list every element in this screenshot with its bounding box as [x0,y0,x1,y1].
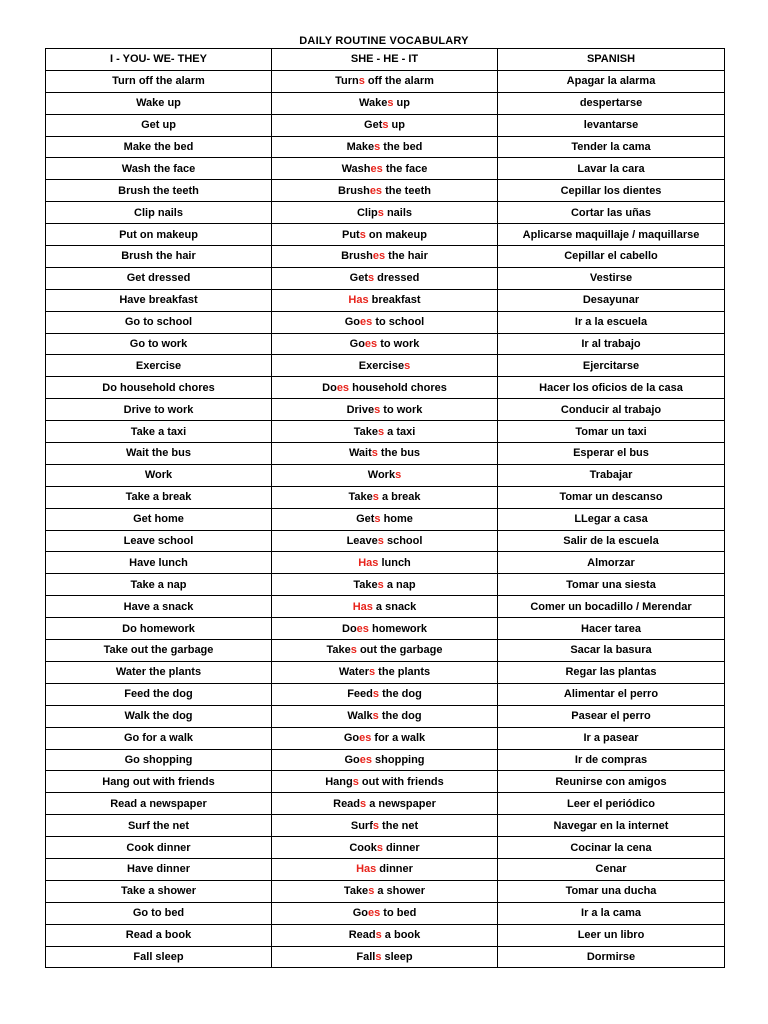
cell-third-person [272,180,498,202]
cell-base-form: Wait the bus [46,443,272,465]
cell-third-person [272,355,498,377]
verb-ending-highlight: es [356,622,369,635]
verb-text: Drive [346,403,375,416]
table-row [46,92,725,114]
verb-ending-highlight: s [374,141,381,153]
verb-text: up [393,97,410,110]
cell-base-form: Have lunch [46,552,272,574]
table-row [46,705,725,727]
cell-base-form: Turn off the alarm [46,70,272,92]
verb-text: Leave [346,535,378,548]
cell-third-person [272,464,498,486]
verb-text: a snack [372,600,417,613]
cell-spanish: Almorzar [498,552,725,574]
verb-text: on makeup [365,228,427,241]
verb-ending-highlight: s [367,272,375,285]
cell-third-person [272,596,498,618]
verb-text: Put [342,228,360,241]
table-body [46,70,725,968]
verb-ending-highlight: s [375,950,382,963]
cell-spanish: Esperar el bus [498,443,725,465]
cell-spanish: Tomar un taxi [498,421,725,443]
verb-text: Take [353,578,378,591]
cell-base-form: Make the bed [46,136,272,158]
cell-spanish: Leer un libro [498,924,725,946]
table-row [46,202,725,224]
verb-text: Go [344,753,360,766]
verb-ending-highlight: es [359,732,372,745]
cell-spanish: Regar las plantas [498,661,725,683]
verb-ending-highlight: s [377,535,384,548]
verb-text: to work [377,338,420,351]
cell-third-person [272,333,498,355]
cell-base-form: Cook dinner [46,837,272,859]
verb-text: Read [348,929,376,942]
table-row [46,771,725,793]
verb-ending-highlight: s [377,425,385,438]
cell-spanish: Tomar una ducha [498,880,725,902]
table-row [46,486,725,508]
verb-text: a taxi [384,425,416,438]
cell-third-person [272,683,498,705]
cell-spanish: Cepillar los dientes [498,180,725,202]
verb-text: the plants [375,666,431,679]
verb-ending-highlight: s [404,359,411,372]
cell-third-person [272,92,498,114]
verb-text: Make [346,141,375,153]
verb-text: the bed [380,141,423,153]
cell-third-person [272,530,498,552]
table-row [46,640,725,662]
cell-third-person [272,552,498,574]
table-row [46,618,725,640]
cell-base-form: Get up [46,114,272,136]
verb-text: Cook [349,841,377,854]
cell-base-form: Get dressed [46,267,272,289]
cell-base-form: Have breakfast [46,289,272,311]
cell-third-person [272,114,498,136]
verb-ending-highlight: s [372,491,379,504]
verb-text: Walk [347,710,373,723]
cell-base-form: Work [46,464,272,486]
cell-spanish: Pasear el perro [498,705,725,727]
verb-ending-highlight: s [374,513,381,526]
cell-spanish: Ir a pasear [498,727,725,749]
verb-text: sleep [381,950,413,963]
verb-ending-highlight: s [372,688,380,701]
verb-text: Take [348,491,373,504]
cell-base-form: Hang out with friends [46,771,272,793]
verb-text: nails [383,206,413,219]
cell-spanish: Cenar [498,858,725,880]
table-row [46,749,725,771]
cell-base-form: Put on makeup [46,224,272,246]
verb-text: household chores [349,381,447,394]
cell-spanish: Tomar un descanso [498,486,725,508]
cell-third-person [272,574,498,596]
cell-spanish: Salir de la escuela [498,530,725,552]
verb-text: the dog [379,688,422,701]
cell-third-person [272,70,498,92]
verb-text: Work [367,469,396,482]
verb-text: Wake [359,97,388,110]
verb-ending-highlight: s [375,929,382,942]
table-row [46,158,725,180]
cell-third-person [272,377,498,399]
cell-third-person [272,421,498,443]
cell-base-form: Go for a walk [46,727,272,749]
cell-base-form: Wash the face [46,158,272,180]
table-row [46,727,725,749]
cell-third-person [272,224,498,246]
table-row [46,114,725,136]
verb-text: Go [349,338,365,351]
verb-ending-highlight: Has [348,294,369,307]
cell-third-person [272,202,498,224]
table-row [46,924,725,946]
verb-ending-highlight: Has [356,863,377,876]
cell-base-form: Do homework [46,618,272,640]
verb-text: Go [344,316,361,329]
verb-ending-highlight: es [364,338,378,351]
verb-ending-highlight: s [382,119,389,132]
verb-ending-highlight: s [376,841,383,854]
verb-text: Do [342,622,357,635]
verb-text: the hair [385,250,428,263]
cell-spanish: Cortar las uñas [498,202,725,224]
cell-spanish: Dormirse [498,946,725,968]
verb-text: the bus [377,447,421,460]
verb-ending-highlight: es [359,753,372,766]
table-row [46,552,725,574]
cell-spanish: Trabajar [498,464,725,486]
cell-third-person [272,267,498,289]
cell-spanish: Tomar una siesta [498,574,725,596]
cell-base-form: Wake up [46,92,272,114]
verb-ending-highlight: s [368,885,375,898]
verb-text: Take [343,885,369,898]
cell-third-person [272,837,498,859]
header-base-form: I - YOU- WE- THEY [46,49,272,71]
cell-spanish: Cocinar la cena [498,837,725,859]
table-row [46,224,725,246]
cell-base-form: Take a break [46,486,272,508]
verb-text: dinner [382,841,420,854]
cell-third-person [272,640,498,662]
cell-third-person [272,618,498,640]
table-row [46,399,725,421]
verb-text: breakfast [368,294,421,307]
page-title: DAILY ROUTINE VOCABULARY [299,35,469,47]
table-row [46,858,725,880]
verb-text: home [380,513,413,526]
cell-third-person [272,880,498,902]
cell-third-person [272,486,498,508]
cell-third-person [272,771,498,793]
cell-base-form: Go to bed [46,902,272,924]
cell-third-person [272,661,498,683]
cell-third-person [272,136,498,158]
verb-ending-highlight: s [377,578,384,591]
verb-text: Go [343,732,360,745]
table-row [46,880,725,902]
vocabulary-table [45,48,725,968]
cell-base-form: Exercise [46,355,272,377]
verb-ending-highlight: es [370,162,383,175]
cell-spanish: Vestirse [498,267,725,289]
verb-text: Clip [356,206,378,219]
table-row [46,793,725,815]
cell-third-person [272,508,498,530]
verb-ending-highlight: s [358,75,365,88]
verb-text: Exercise [358,359,405,372]
cell-spanish: Navegar en la internet [498,815,725,837]
table-row [46,946,725,968]
verb-text: Get [349,272,368,285]
cell-base-form: Take a shower [46,880,272,902]
verb-text: out the garbage [356,644,443,657]
cell-spanish: LLegar a casa [498,508,725,530]
cell-spanish: Reunirse con amigos [498,771,725,793]
cell-spanish: Tender la cama [498,136,725,158]
verb-text: the face [382,162,428,175]
cell-base-form: Brush the teeth [46,180,272,202]
verb-text: shopping [371,753,425,766]
table-row [46,136,725,158]
verb-ending-highlight: s [372,819,379,832]
verb-text: Turn [335,75,359,88]
verb-ending-highlight: es [369,184,383,197]
cell-base-form: Take a taxi [46,421,272,443]
verb-text: to school [372,316,425,329]
cell-spanish: Lavar la cara [498,158,725,180]
verb-text: dressed [374,272,420,285]
verb-text: dinner [376,863,413,876]
table-row [46,683,725,705]
cell-spanish: Alimentar el perro [498,683,725,705]
cell-spanish: Ir al trabajo [498,333,725,355]
verb-text: Read [333,797,361,810]
verb-text: to work [380,403,423,416]
table-row [46,661,725,683]
cell-third-person [272,749,498,771]
cell-base-form: Feed the dog [46,683,272,705]
verb-text: a newspaper [366,797,436,810]
verb-ending-highlight: s [369,666,376,679]
verb-text: school [383,535,423,548]
cell-third-person [272,793,498,815]
verb-text: the net [379,819,419,832]
cell-third-person [272,815,498,837]
table-row [46,355,725,377]
verb-text: Brush [338,184,370,197]
cell-third-person [272,705,498,727]
cell-base-form: Leave school [46,530,272,552]
cell-base-form: Walk the dog [46,705,272,727]
cell-base-form: Have dinner [46,858,272,880]
verb-text: Do [322,381,337,394]
cell-base-form: Water the plants [46,661,272,683]
verb-text: Get [364,119,383,132]
verb-text: a break [378,491,421,504]
cell-base-form: Get home [46,508,272,530]
table-row [46,530,725,552]
cell-spanish: Ir de compras [498,749,725,771]
cell-third-person [272,924,498,946]
verb-ending-highlight: es [367,907,381,920]
table-row [46,70,725,92]
cell-base-form: Brush the hair [46,246,272,268]
table-row [46,289,725,311]
verb-ending-highlight: s [350,644,357,657]
cell-base-form: Go to school [46,311,272,333]
verb-text: lunch [378,556,411,569]
verb-ending-highlight: Has [352,600,373,613]
verb-ending-highlight: es [336,381,350,394]
verb-text: Brush [341,250,373,263]
verb-ending-highlight: es [360,316,373,329]
cell-third-person [272,946,498,968]
verb-text: a book [381,929,421,942]
verb-ending-highlight: s [352,775,359,788]
verb-text: Surf [350,819,373,832]
header-third-person: SHE - HE - IT [272,49,498,71]
verb-ending-highlight: es [372,250,386,263]
cell-base-form: Read a newspaper [46,793,272,815]
verb-text: Get [356,513,375,526]
cell-third-person [272,727,498,749]
cell-spanish: Hacer los oficios de la casa [498,377,725,399]
verb-text: Hang [325,775,353,788]
verb-text: Take [353,425,378,438]
cell-spanish: Conducir al trabajo [498,399,725,421]
cell-third-person [272,858,498,880]
cell-spanish: Ir a la escuela [498,311,725,333]
verb-text: Wash [341,162,371,175]
verb-ending-highlight: s [387,97,394,110]
table-row [46,246,725,268]
cell-spanish: Comer un bocadillo / Merendar [498,596,725,618]
cell-spanish: Ejercitarse [498,355,725,377]
verb-text: Go [352,907,368,920]
verb-text: up [388,119,405,132]
header-spanish: SPANISH [498,49,725,71]
verb-text: for a walk [371,732,426,745]
table-row [46,377,725,399]
verb-ending-highlight: s [371,447,378,460]
cell-spanish: Desayunar [498,289,725,311]
cell-third-person [272,289,498,311]
cell-base-form: Have a snack [46,596,272,618]
verb-text: Water [338,666,369,679]
cell-spanish: Aplicarse maquillaje / maquillarse [498,224,725,246]
table-row [46,180,725,202]
table-row [46,574,725,596]
verb-text: to bed [380,907,417,920]
cell-spanish: levantarse [498,114,725,136]
cell-spanish: Sacar la basura [498,640,725,662]
cell-base-form: Go to work [46,333,272,355]
verb-ending-highlight: s [377,206,384,219]
verb-text: homework [368,622,427,635]
cell-third-person [272,399,498,421]
cell-base-form: Go shopping [46,749,272,771]
table-row [46,443,725,465]
table-row [46,311,725,333]
cell-spanish: Apagar la alarma [498,70,725,92]
cell-third-person [272,443,498,465]
verb-text: Feed [347,688,373,701]
verb-ending-highlight: s [359,228,366,241]
verb-text: Take [326,644,351,657]
verb-ending-highlight: s [360,797,367,810]
verb-text: Fall [356,950,376,963]
cell-base-form: Clip nails [46,202,272,224]
table-header-row [46,49,725,71]
table-row [46,267,725,289]
cell-base-form: Fall sleep [46,946,272,968]
verb-text: the dog [378,710,422,723]
table-row [46,508,725,530]
verb-text: off the alarm [364,75,434,88]
cell-base-form: Drive to work [46,399,272,421]
cell-third-person [272,158,498,180]
cell-base-form: Do household chores [46,377,272,399]
verb-text: a nap [383,578,416,591]
cell-spanish: Hacer tarea [498,618,725,640]
cell-third-person [272,902,498,924]
cell-base-form: Read a book [46,924,272,946]
cell-spanish: Cepillar el cabello [498,246,725,268]
table-row [46,815,725,837]
verb-ending-highlight: s [395,469,402,482]
cell-third-person [272,311,498,333]
table-row [46,421,725,443]
table-row [46,837,725,859]
verb-text: Wait [348,447,372,460]
verb-ending-highlight: s [372,710,379,723]
cell-base-form: Take a nap [46,574,272,596]
verb-text: a shower [374,885,426,898]
cell-base-form: Surf the net [46,815,272,837]
cell-spanish: despertarse [498,92,725,114]
table-row [46,596,725,618]
cell-third-person [272,246,498,268]
table-row [46,333,725,355]
verb-text: out with friends [358,775,444,788]
verb-text: the teeth [382,184,431,197]
table-row [46,902,725,924]
verb-ending-highlight: Has [358,556,379,569]
verb-ending-highlight: s [374,403,381,416]
cell-spanish: Leer el periódico [498,793,725,815]
cell-base-form: Take out the garbage [46,640,272,662]
table-row [46,464,725,486]
cell-spanish: Ir a la cama [498,902,725,924]
